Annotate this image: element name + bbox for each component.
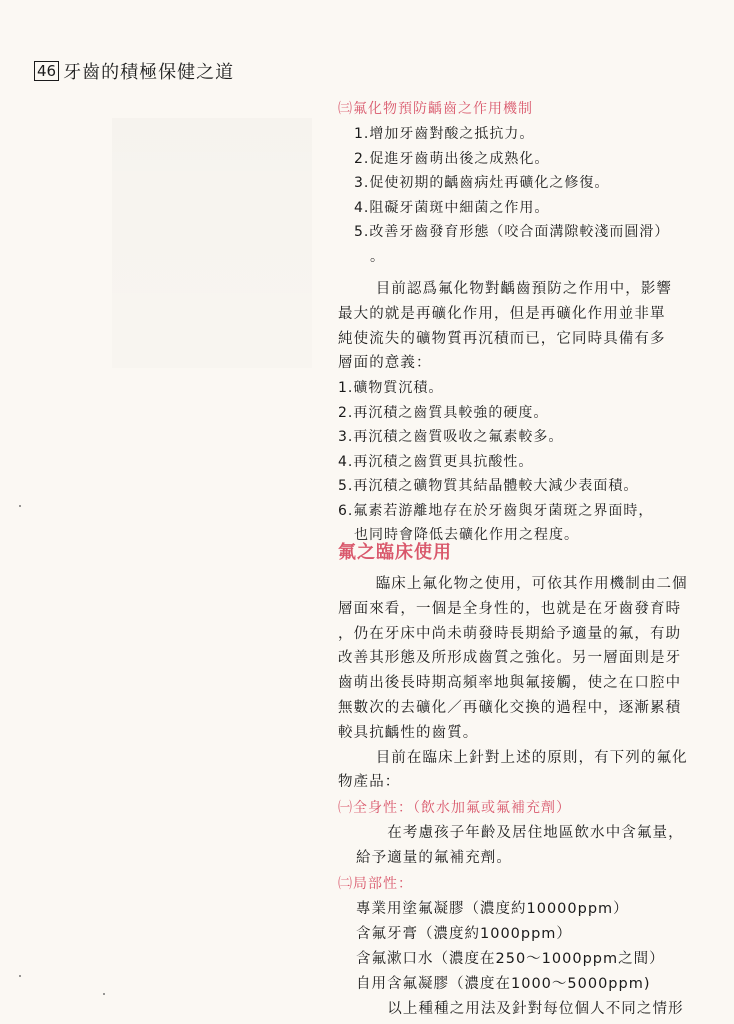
list-item: 自用含氟凝膠（濃度在1000～5000ppm) bbox=[356, 975, 651, 992]
paragraph-line: ，仍在牙床中尚未萌發時長期給予適量的氟，有助 bbox=[338, 625, 682, 642]
paragraph-line: 最大的就是再礦化作用，但是再礦化作用並非單 bbox=[338, 305, 666, 322]
mechanism-list bbox=[338, 122, 703, 269]
list-item: 6.氟素若游離地存在於牙齒與牙菌斑之界面時， bbox=[338, 502, 654, 519]
paragraph-line: 齒萌出後長時期高頻率地與氟接觸，使之在口腔中 bbox=[338, 675, 682, 692]
products-intro-paragraph bbox=[338, 746, 703, 796]
systemic-heading: ㈠全身性：（飲水加氟或氟補充劑） bbox=[338, 800, 571, 817]
local-products-list bbox=[338, 897, 703, 997]
list-item: 4.阻礙牙菌斑中細菌之作用。 bbox=[354, 199, 550, 216]
list-item-continuation: 。 bbox=[370, 248, 385, 265]
list-item: 含氟漱口水（濃度在250～1000ppm之間） bbox=[356, 950, 665, 967]
paper-speck bbox=[19, 505, 21, 507]
page-number: 46 bbox=[34, 61, 59, 81]
section-heading: 氟之臨床使用 bbox=[338, 542, 452, 563]
list-item: 含氟牙膏（濃度約1000ppm） bbox=[356, 925, 572, 942]
paragraph-line: 以上種種之用法及針對每位個人不同之情形 bbox=[387, 1000, 684, 1017]
paragraph-line: 較具抗齲性的齒質。 bbox=[338, 724, 479, 741]
list-item: 4.再沉積之齒質更具抗酸性。 bbox=[338, 453, 534, 470]
list-item: 3.再沉積之齒質吸收之氟素較多。 bbox=[338, 429, 564, 446]
list-item: 1.增加牙齒對酸之抵抗力。 bbox=[354, 126, 535, 142]
paper-speck bbox=[103, 993, 105, 995]
paragraph-line: 臨床上氟化物之使用，可依其作用機制由二個 bbox=[375, 576, 688, 592]
list-item: 1.礦物質沉積。 bbox=[338, 380, 444, 397]
running-header bbox=[34, 58, 234, 84]
paragraph-line: 層面來看，一個是全身性的，也就是在牙齒發育時 bbox=[338, 600, 682, 617]
paragraph-line: 無數次的去礦化／再礦化交換的過程中，逐漸累積 bbox=[338, 699, 682, 716]
paragraph-line: 在考慮孩子年齡及居住地區飲水中含氟量， bbox=[387, 825, 684, 842]
list-item: 3.促使初期的齲齒病灶再礦化之修復。 bbox=[354, 175, 610, 191]
section-fluoride-mechanism bbox=[338, 98, 703, 548]
paragraph-line: 純使流失的礦物質再沉積而已，它同時具備有多 bbox=[338, 330, 666, 347]
clinical-paragraph bbox=[338, 572, 703, 746]
meaning-list bbox=[338, 376, 703, 548]
list-item: 5.再沉積之礦物質其結晶體較大減少表面積。 bbox=[338, 478, 639, 495]
list-item: 2.促進牙齒萌出後之成熟化。 bbox=[354, 150, 550, 167]
list-item-continuation: 也同時會降低去礦化作用之程度。 bbox=[354, 527, 579, 544]
paragraph-line: 層面的意義： bbox=[338, 355, 432, 372]
section-clinical-use bbox=[338, 538, 703, 1022]
remineralization-paragraph bbox=[338, 277, 703, 376]
bleed-through-shadow bbox=[112, 118, 312, 368]
paragraph-line: 給予適量的氟補充劑。 bbox=[356, 849, 512, 866]
paragraph-line: 目前在臨床上針對上述的原則，有下列的氟化 bbox=[375, 749, 688, 766]
book-title: 牙齒的積極保健之道 bbox=[63, 62, 235, 83]
section-heading: ㈢氟化物預防齲齒之作用機制 bbox=[338, 101, 533, 117]
local-heading: ㈡局部性： bbox=[338, 875, 413, 892]
paper-speck bbox=[19, 975, 21, 977]
list-item: 2.再沉積之齒質具較強的硬度。 bbox=[338, 404, 549, 421]
paragraph-line: 物產品： bbox=[338, 774, 401, 791]
systemic-paragraph bbox=[338, 821, 703, 871]
list-item: 5.改善牙齒發育形態（咬合面溝隙較淺而圓滑） bbox=[354, 224, 670, 240]
paragraph-line: 目前認爲氟化物對齲齒預防之作用中，影響 bbox=[375, 281, 673, 297]
list-item: 專業用塗氟凝膠（濃度約10000ppm） bbox=[356, 900, 629, 917]
paragraph-line: 改善其形態及所形成齒質之強化。另一層面則是牙 bbox=[338, 650, 682, 667]
